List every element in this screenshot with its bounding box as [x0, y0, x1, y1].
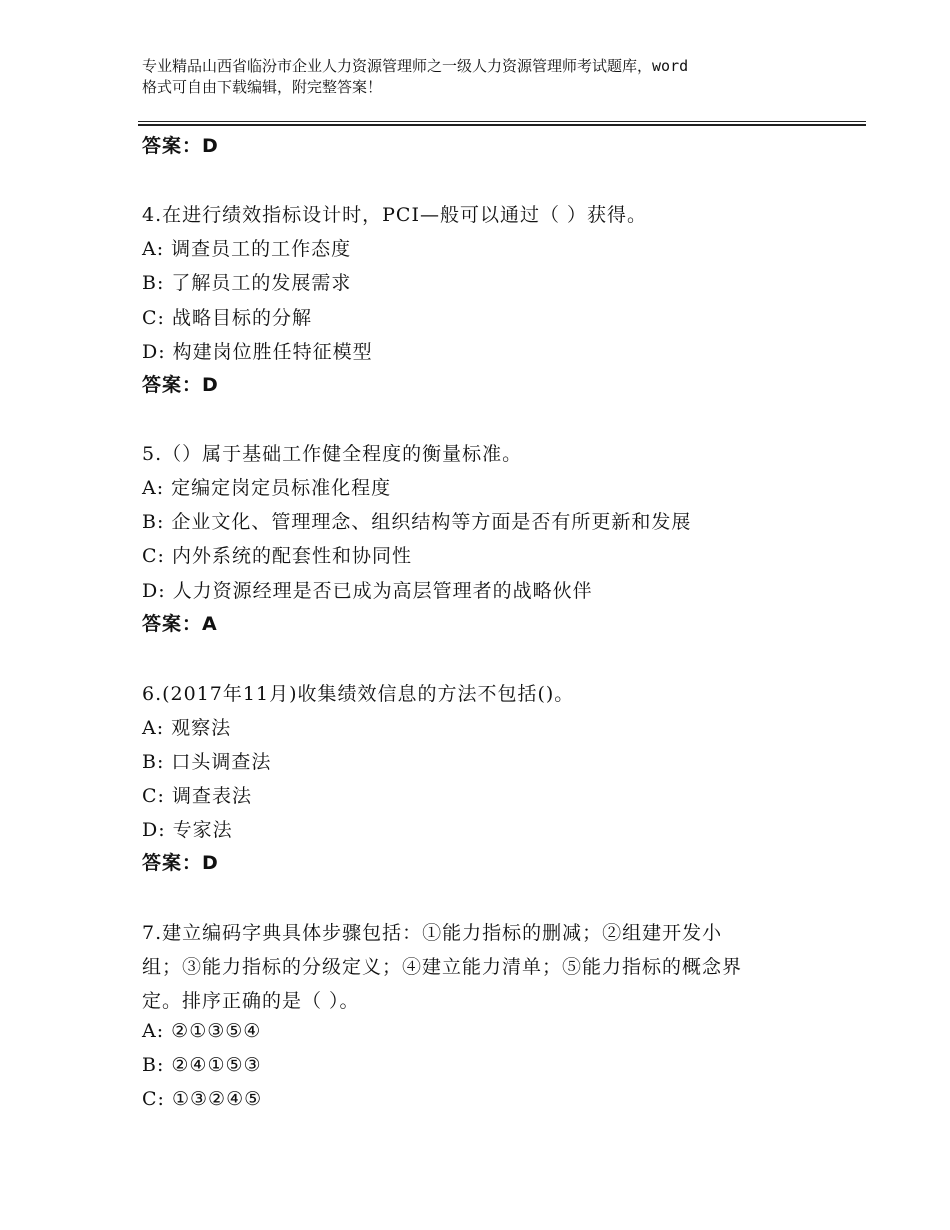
question-6-option-d: D: 专家法 [142, 819, 233, 841]
document-header [142, 56, 832, 98]
answer-q6: 答案：D [142, 852, 219, 874]
header-line-2: 格式可自由下载编辑，附完整答案！ [142, 78, 383, 96]
header-rule [138, 121, 866, 122]
question-5-stem: 5.（）属于基础工作健全程度的衡量标准。 [142, 443, 523, 465]
question-4-option-b: B: 了解员工的发展需求 [142, 272, 352, 294]
question-7-stem-line-1: 7.建立编码字典具体步骤包括：①能力指标的删减；②组建开发小 [142, 922, 723, 944]
question-4-option-a: A: 调查员工的工作态度 [142, 238, 352, 260]
question-7-stem-line-2: 组；③能力指标的分级定义；④建立能力清单；⑤能力指标的概念界 [142, 956, 743, 978]
question-6-option-a: A: 观察法 [142, 717, 232, 739]
question-5-option-a: A: 定编定岗定员标准化程度 [142, 477, 392, 499]
question-5-option-d: D: 人力资源经理是否已成为高层管理者的战略伙伴 [142, 580, 593, 602]
question-6-stem: 6.(2017年11月)收集绩效信息的方法不包括()。 [142, 683, 575, 705]
question-7-stem-line-3: 定。排序正确的是（ ）。 [142, 990, 360, 1012]
question-6-option-b: B: 口头调查法 [142, 751, 272, 773]
question-5-option-c: C: 内外系统的配套性和协同性 [142, 545, 412, 567]
header-rule-thick [138, 124, 866, 126]
header-line-1: 专业精品山西省临汾市企业人力资源管理师之一级人力资源管理师考试题库，word [142, 57, 689, 75]
question-7-option-b: B: ②④①⑤③ [142, 1054, 262, 1076]
question-6-option-c: C: 调查表法 [142, 785, 252, 807]
question-4-option-d: D: 构建岗位胜任特征模型 [142, 341, 373, 363]
question-7-option-c: C: ①③②④⑤ [142, 1088, 263, 1110]
question-5-option-b: B: 企业文化、管理理念、组织结构等方面是否有所更新和发展 [142, 511, 692, 533]
question-4-option-c: C: 战略目标的分解 [142, 307, 312, 329]
question-7-option-a: A: ②①③⑤④ [142, 1020, 262, 1042]
answer-q3: 答案：D [142, 135, 219, 157]
question-4-stem: 4.在进行绩效指标设计时，PCI—般可以通过（ ）获得。 [142, 204, 647, 226]
answer-q4: 答案：D [142, 374, 219, 396]
answer-q5: 答案：A [142, 613, 218, 635]
